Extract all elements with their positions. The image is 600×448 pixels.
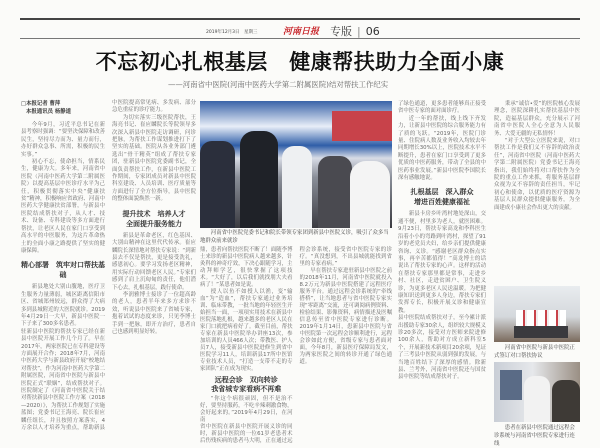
photo-signing-caption: 河南省中医院与新县中医院正式签订对口帮扶协议: [494, 345, 575, 359]
monitor: [500, 370, 522, 400]
paragraph: 新县地处大别山腹地，医疗卫生服务力量薄弱，城区距离信阳市区、省城郑州较远，群众得了大病多到县城附近的大医院就诊。2019年4月29日一大早，新县中医院一下子来了300多名患者。: [21, 284, 105, 328]
paragraph: 初心不忘，使命担当，情系民生，健康为大。多年来，河南省中医院（河南中医药大学第二附属医院）以提高基层中医诊疗水平为己任，积极贯彻落实中央“健康扶贫”精神，积极响应省政府、河南中医药大学健康扶贫部署，与新县中医院结成帮扶对子，从人才、技术、设备、专科建设等多方面进行帮扶，让老区人民在家门口享受到高水平的中医服务，为这片革命热土的全面小康之路提供了坚实的健康保障。: [21, 159, 105, 254]
patient: [552, 380, 580, 422]
article-columns-3-4: [200, 247, 392, 446]
newspaper-logo: 河南日报: [283, 27, 320, 37]
article-column-5: [398, 101, 486, 446]
paragraph: 李润雅博士接诊了一位超高龄的老人，患者半年来多方求诊不效，听说县中医院来了省城专家，抱着试试的态度来诊，只见李博士手到一把脉，即开方治疗，患者自己也感到明显好转。: [112, 291, 196, 335]
paragraph: 鼎，患者向帮扶医院不断了！面随李博士来诊的新县中医院病人越来越多，针灸科的神奇疗效，下决心跟随学习，主动拜师学艺，很快掌握了这项技术。“大好了，以后我们就找朋大夫看病了！”某患者如是说。: [200, 247, 293, 288]
person: [200, 141, 235, 228]
section-heading: 精心部署 筑牢对口帮扶基础: [21, 261, 105, 280]
main-photo-caption: 河南省中医院党委书记和院长带领专家团到新县中医院义诊，吸引了众多当地群众前来就诊: [200, 230, 389, 244]
section-heading-line: 提升技术 培养人才: [122, 209, 186, 218]
doctor: [282, 146, 312, 228]
section-heading: [398, 187, 486, 207]
paragraph: 早在帮扶专家进驻新县中医院之前的2018年11月，河南省中医院就投入8.2万元为新县中医院搭建了远程医疗服务平台。通过远程会诊系统的“牵线搭桥”，让当地患者与省中医院专家实现“零距离”交流，还可调阅病例资料、检验结果、影像资料，病情描述及医嘱信息传至省中医院专家进行诊断。2019年1月14日，患新县中医院与省中医院第一次远程会诊顺利进行，远程会诊如此方便，省级专家与患者面对面，今年8月，新县医疗保障局发文，为两家医院之间的转诊开通了绿色通道。: [299, 268, 392, 365]
subheadline: ——河南省中医院(河南中医药大学第二附属医院)结对帮扶工作纪实: [168, 80, 389, 89]
byline-correspondent: 本报通讯员 杨静道: [26, 109, 72, 115]
paragraph: 今年9月，习近平总书记在新县考察时强调：“要坚决保障和改善民生，坚持尽力而为、量力而行，办好群众急事、所需，积极的民生实事。”: [21, 122, 105, 158]
paragraph: 驻新县中医院的帮扶专家已经在新县中医院开展工作几个月了。早在2017年，两家医院已在专科建设等方面展开合作；2018年7月，河南中医药大学与新县政府开展“校地结对帮扶”，作为河南中医药大学第二附属医院，河南省中医院与新县中医院正式“联姻”，结成帮扶对子。医院制定了《河南省中医院关于结对帮扶新县中医院工作方案（2018—2020）》，为帮扶工作规划了实施蓝图；党委书记王海亮、院长崔应麟任组长，并且按照方案落实，4万余以人才培养为重点，帮助新县中医院提高常见病、多发病、部分急危重症的诊疗能力。: [21, 100, 196, 432]
header-rule: [20, 38, 580, 39]
section-label: [330, 23, 380, 39]
section-heading-line: 增进百姓健康福祉: [414, 198, 470, 207]
issue-date: 2019年12月3日 星期三: [206, 30, 258, 35]
section-divider: |: [357, 25, 361, 38]
banner: [332, 111, 392, 141]
paragraph: 为切实落实三级医院帮扶，王海亮书记、崔应麟院长等院领导多次深入新县中医院走访调研，问诊把脉，为帮扶工作谋划推进打下了坚实的基础。医院从各业务部门遴选出“骨干精英”组成了帮扶专家团，驻新县中医院党委副书记，全面负责帮扶工作，在新县中医院工作期间，专家团成员对新县中医院科室建设、人员培训、医疗质量等方面进行了全方位指导，县中医院的整体面貌焕然一新。: [112, 114, 196, 203]
section-heading: [200, 376, 293, 394]
article-columns-1-2: [21, 100, 196, 446]
paragraph: 近一年的帮扶，线上线下齐发力，让新县中医院的综合服务能力有了质的飞跃。“2019年，医院门诊量、住院病人数及业务收入均较去年同期增长30%以上，医院技术水平不断提升，患者在家门口享受到了更多优质的中医药服务，带动了全县的中医药事业发展。”新县中医院李国院长深有感触地说。: [398, 115, 486, 182]
doctor: [524, 376, 550, 422]
section-heading-line: 我省城专家看病不再难: [211, 385, 282, 393]
paragraph: 省中医院在新县中医院开展义诊的同时，新县中医院的一位61岁老患者术后伤残疾病的患者马大明，正在通过远程会诊系统，接受省中医院专家的诊疗。“真没想到，不出县城就能找到省里的专家看病。”: [200, 247, 392, 444]
paragraph: 秉承“诚信•爱”的医院核心发展理念，医院深耕扎实帮扶基层中医院，造福基层群众，充分展示了河南省中医院人全心全意为人民服务、大爱无疆的无私情怀！: [494, 101, 580, 137]
paragraph: “你这个病很顽固，但不是治不好，要坚持服药，不吃辛辣刺激食物，会好起来的。”2019年4月29日，在河南: [200, 396, 293, 423]
paragraph: 授人以鱼不如授人以渔，变“输血”为“造血”，帮扶专家通过业务培训、临床带教，一批当地的年轻医生开始担当一面，一项项实用技术在新县中医院落地扎根，越来越多的老区人民在家门口就把病看好了。截至目前，帮扶专家在新县中医院举办讲座13次，参加培训的人员466人次；带教医、护人员7人，接受新县中医院进修生到省中医院学习11人，培训新县17所中医馆专业技术人员，“打造一支带不走的专家团队”正在成为现实。: [200, 289, 293, 372]
paragraph: 新县卡房乡叶湾村地处深山，交通不便，村里多为老人，就医困难。9月23日，帮扶专家高龙和李科医生沿着小小的弯路到叶湾村，探望了91岁的老党员夫妇，给乡亲们提供健康咨询、义诊。“感谢老区群众指点实事，再辛苦都值得！”高龙博士的话说出了帮扶专家的心声。这样的活动在帮扶专家那里都是常事，走进乡村、社区，走进贫困户、卫生院义诊，为更多老区人民送温暖。为把健康知识送到更多人身边，帮扶专家们发挥专长，积极开展义诊和健康宣教。: [398, 211, 486, 314]
paragraph: 新县是革命老区，红色基因、大别山精神在这里代代传承。崔应麟院长深情地对帮扶专家说：“到新县去不仅是帮扶，更是接受洗礼，感恩初心。要学习发扬老区精神，用实际行动回馈老区人民。”专家们感到了肩上沉甸甸的责任，他们潜下心去，扎根基层，践行使命。: [112, 232, 196, 291]
top-rule: [20, 18, 580, 20]
photo-remote-consultation: [494, 362, 580, 422]
page-number: 06: [365, 25, 380, 38]
paragraph: 县中医院结成帮扶对子，至今累计派出援助专家30余人，组织较大规模义诊20多次，接受对方医师来院进修100余人，帮助对方成立新科室5个，开展新技术新项目20余项，见证了三考县中医院从弱到强的发展，与当地百姓结下了深厚的感情。除新县、兰考外，河南省中医院还与国贫县中医院等结成帮扶对子。: [398, 315, 486, 381]
article-column-6: [494, 101, 580, 281]
section-heading-line: 扎根基层 深入群众: [410, 188, 474, 197]
person: [240, 131, 278, 228]
paragraph: “对于大型公立医院来说，对口帮扶工作是我们义不容辞的政治责任”，河南省中医院（河南中医药大学第二附属医院）党委书记王海亮指出，我们始终将对口帮扶作为全院的重点工作来抓，将服务基层群众视为义不容辞的责任担当，牢记初心和使命，以优质的医疗资源为基层人民群众提供健康服务，为全面建成小康社会作出更大的贡献。: [494, 138, 580, 211]
main-photo-free-clinic: [200, 101, 392, 228]
section-heading: [112, 209, 196, 229]
byline-reporter: □本报记者 曹萍: [21, 101, 61, 107]
section-heading-line: 全面提升服务能力: [126, 219, 182, 228]
person: [318, 156, 352, 228]
photo-remote-caption: 患者在新县中医院通过远程会诊系统与河南省中医院专家进行连线: [494, 425, 575, 447]
byline: [21, 100, 105, 116]
paragraph: 了绿色通道，更多患者能够真正接受省中医专家的面对面诊疗。: [398, 101, 486, 115]
section-heading-line: 远程会诊 双向转诊: [214, 376, 278, 384]
nurse: [350, 161, 390, 228]
headline: 不忘初心扎根基层 健康帮扶助力全面小康: [95, 49, 505, 74]
photo-signing-ceremony: [494, 286, 580, 342]
section-name: 专版: [330, 25, 352, 38]
people-legs: [514, 326, 568, 338]
